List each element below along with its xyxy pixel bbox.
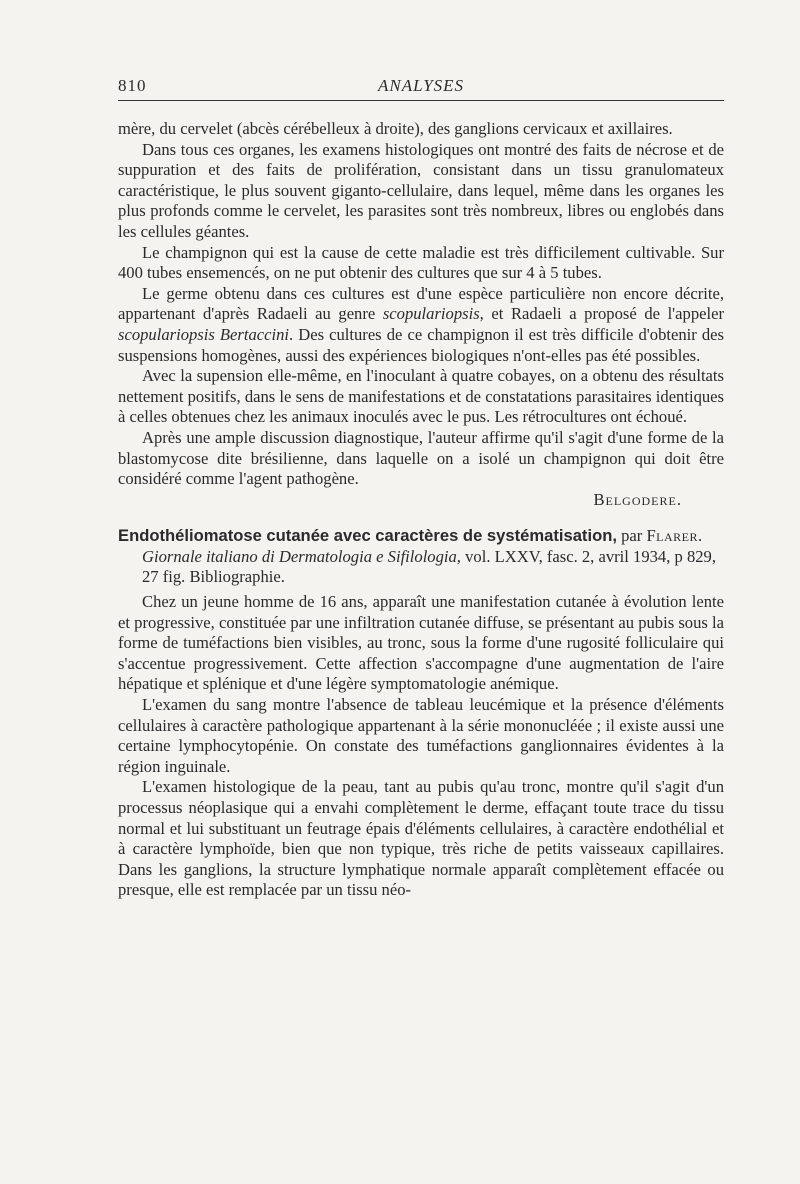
paragraph-diagnosis: Après une ample discussion diagnostique, l'auteur affirme qu'il s'agit d'une forme de la blastomycose dite brésilienne, dans laquelle on a isolé un champignon qui doit être considéré comme l'agent pathogène.: [118, 427, 724, 489]
article-by: par: [616, 526, 647, 546]
citation-details: vol. LXXV, fasc. 2, avril 1934, p 829, 27 fig. Bibliographie.: [142, 546, 716, 587]
paragraph-culture: Le champignon qui est la cause de cette maladie est très difficilement cultivable. Sur 400 tubes ensemencés, on ne put obtenir des cultures que sur 4 à 5 tubes.: [118, 242, 724, 283]
page-number: 810: [118, 76, 147, 95]
paragraph-germ: [118, 284, 724, 366]
first-review: [118, 119, 724, 510]
running-title: ANALYSES: [377, 76, 465, 95]
article-author: Flarer.: [646, 526, 703, 546]
article-title-line: [118, 526, 724, 547]
journal-name: Giornale italiano di Dermatologia e Sifilologia,: [142, 546, 461, 566]
review-signature: Belgodere.: [593, 489, 682, 509]
paragraph-histology: Dans tous ces organes, les examens histologiques ont montré des faits de nécrose et de suppuration et des faits de prolifération, consistant dans un tissu granulomateux caractéristique, le plus souvent giganto-cellulaire, dans lequel, même dans les organes les plus profonds comme le cervelet, les parasites sont très nombreux, libres ou englobés dans les cellules géantes.: [118, 139, 724, 241]
second-review-body: [118, 592, 724, 901]
document-page: [118, 72, 724, 901]
germ-text-2: , et Radaeli a proposé de l'appeler: [479, 304, 724, 324]
paragraph-skin-histology: L'examen histologique de la peau, tant au pubis qu'au tronc, montre qu'il s'agit d'un processus néoplasique qui a envahi complètement le derme, effaçant toute trace du tissu normal et lui substituant un feutrage épais d'éléments cellulaires, à caractère endothélial et à caractère lymphoïde, bien que non typique, très riche de petits vaisseaux capillaires. Dans les ganglions, la structure lymphatique normale apparaît complètement effacée ou presque, elle est remplacée par un tissu néo-: [118, 777, 724, 900]
paragraph-inoculation: Avec la supension elle-même, en l'inoculant à quatre cobayes, on a obtenu des résultats nettement positifs, dans le sens de manifestations et de constatations parasitaires identiques à celles obtenues chez les animaux inoculés avec le pus. Les rétrocultures ont échoué.: [118, 366, 724, 427]
page-header: [118, 72, 724, 101]
germ-text-3: . Des cultures de ce champignon il est très difficile d'obtenir des suspensions homogènes, aussi des expériences biologiques n'ont-elles pas été possibles.: [118, 324, 724, 365]
germ-text-1: Le germe obtenu dans ces cultures est d'une espèce particulière non encore décrite, appartenant d'après Radaeli au genre: [118, 283, 724, 324]
germ-genus: scopulariopsis: [382, 304, 480, 324]
second-review: [118, 526, 724, 901]
paragraph-case: Chez un jeune homme de 16 ans, apparaît une manifestation cutanée à évolution lente et progressive, constituée par une infiltration cutanée diffuse, se présentant au pubis sous la forme de tuméfactions bien visibles, au tronc, sous la forme d'une rugosité folliculaire qui s'accentue progressivement. Cette affection s'accompagne d'une augmentation de l'aire hépatique et splénique et d'une légère symptomatologie anémique.: [118, 592, 724, 694]
paragraph-continuation: mère, du cervelet (abcès cérébelleux à droite), des ganglions cervicaux et axillaires.: [118, 119, 673, 138]
germ-species: scopulariopsis Bertaccini: [118, 324, 289, 344]
article-source: [118, 547, 724, 588]
article-title: Endothéliomatose cutanée avec caractères de systématisation,: [118, 526, 617, 546]
paragraph-blood: L'examen du sang montre l'absence de tableau leucémique et la présence d'éléments cellulaires à caractère pathologique appartenant à la série mononucléée ; il existe aussi une certaine lymphocytopénie. On constate des tuméfactions ganglionnaires évidentes à la région inguinale.: [118, 695, 724, 776]
